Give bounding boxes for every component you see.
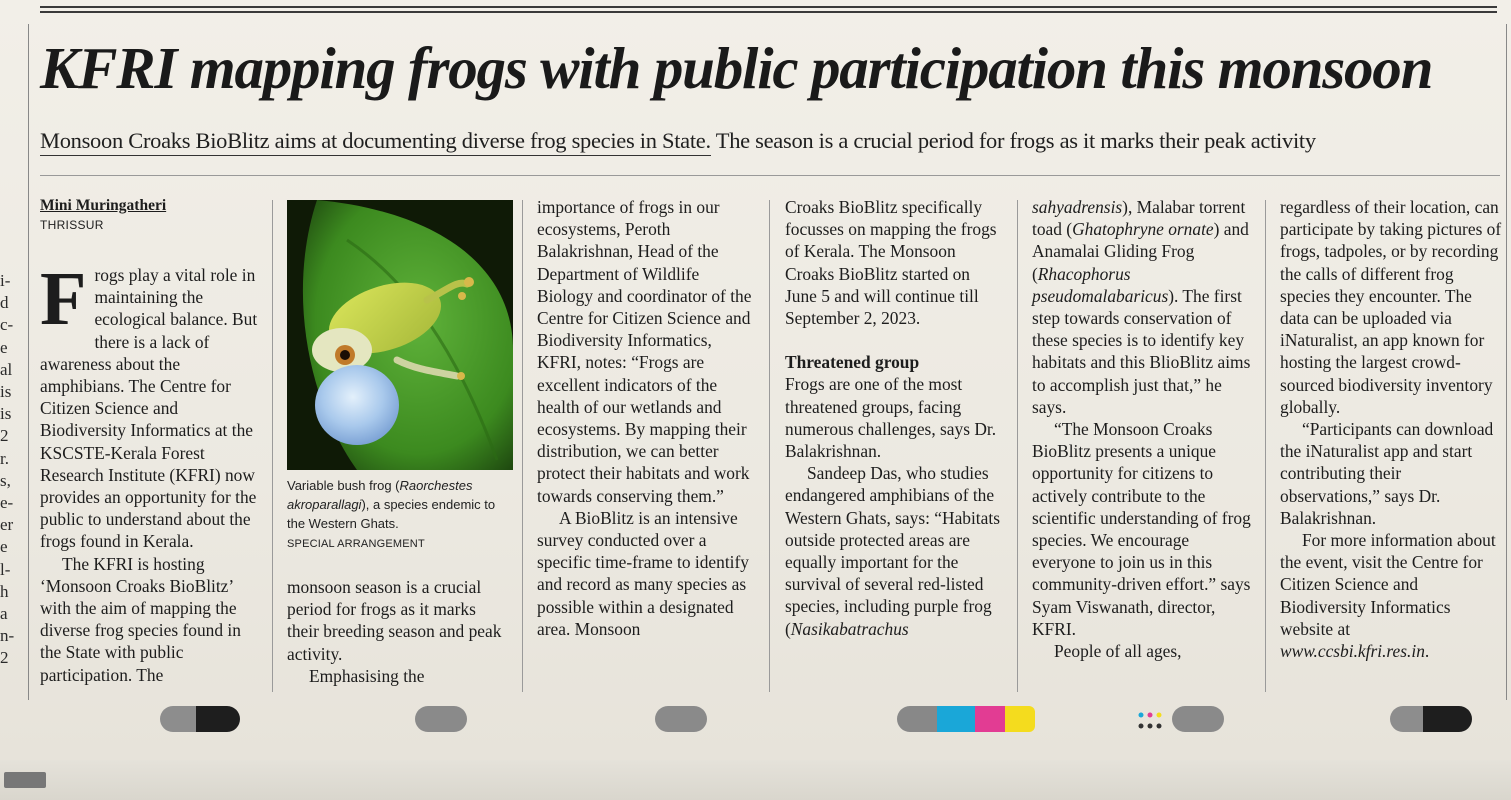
drop-cap: F [40, 257, 87, 341]
article-paragraph: “The Monsoon Croaks BioBlitz presents a unique opportunity for citizens to actively contribute to the scientific understanding of frog species. We encourage everyone to join us in this community-driven effort.” says Syam Viswanath, director, KFRI. [1032, 419, 1251, 639]
magenta-swatch [975, 706, 1005, 732]
deck-rule [40, 175, 1500, 176]
page-bottom-edge [0, 760, 1511, 800]
right-column-rule [1506, 24, 1507, 700]
fragment-line: is [0, 382, 12, 402]
article-paragraph: “Participants can download the iNaturalist app and start contributing their observations,” says Dr. Balakrishnan. [1280, 419, 1494, 528]
column-6 [1280, 196, 1502, 662]
fragment-line: e- [0, 493, 14, 513]
registration-pill [897, 706, 937, 732]
registration-pill [160, 706, 240, 732]
fragment-line: r. [0, 448, 9, 468]
photo-credit: SPECIAL ARRANGEMENT [287, 538, 425, 550]
edge-mark [4, 772, 46, 788]
article-paragraph: People of all ages, [1054, 641, 1182, 662]
caption-text: ), a species endemic to the Western Ghats. [287, 497, 496, 531]
species-name: Ghatophryne ornate [1072, 219, 1214, 240]
column-divider [769, 200, 770, 692]
fragment-line: er [0, 515, 14, 535]
fragment-line: s, [0, 470, 11, 490]
caption-species: Raorchestes akroparallagi [287, 478, 473, 512]
paragraph-text: . [1424, 641, 1430, 662]
article-paragraph: regardless of their location, can participate by taking pictures of frogs, tadpoles, or by recording the calls of different frog species they encounter. The data can be uploaded via iNaturalist, an app known for hosting the largest crowd-sourced biodiversity inventory globally. [1280, 197, 1502, 417]
paragraph-text: Sandeep Das, who studies endangered amphibians of the Western Ghats, says: “Habitats outside protected areas are equally important for the survival of several red-listed species, including purple frog ( [785, 463, 1000, 639]
paragraph-text: ). The first step towards conservation of these species is to identify key habitats and this BlioBlitz aims to accomplish just that,” he says. [1032, 285, 1251, 417]
fragment-line: e [0, 337, 8, 357]
article-paragraph: Croaks BioBlitz specifically focusses on mapping the frogs of Kerala. The Monsoon Croaks BioBlitz started on June 5 and will continue till September 2, 2023. [785, 197, 997, 329]
adjacent-article-fragment [0, 270, 14, 670]
variable-bush-frog-image [287, 200, 513, 470]
left-column-rule [28, 24, 29, 700]
species-name: sahyadrensis [1032, 197, 1123, 217]
registration-pill [1390, 706, 1472, 732]
paragraph-text: rogs play a vital role in maintaining the ecological balance. But there is a lack of awareness about the amphibians. The Centre for Citizen Science and Biodiversity Informatics at the KSCSTE-Kerala Forest Research Institute (KFRI) now provides an opportunity for the public to understand about the frogs found in Kerala. [40, 265, 258, 552]
fragment-line: i- [0, 271, 11, 290]
article-paragraph [1032, 196, 1254, 418]
species-name: Nasikabatrachus [790, 618, 909, 639]
column-divider [1265, 200, 1266, 692]
column-2 [287, 200, 509, 687]
article-paragraph: monsoon season is a crucial period for frogs as it marks their breeding season and peak activity. [287, 577, 502, 664]
fragment-line: d [0, 293, 9, 313]
column-divider [1017, 200, 1018, 692]
paragraph-text: ) and Anamalai Gliding Frog ( [1032, 219, 1249, 284]
column-divider [272, 200, 273, 692]
deck [40, 128, 1500, 154]
subhead: Threatened group [785, 352, 920, 373]
registration-pill [1172, 706, 1224, 732]
fragment-line: a [0, 604, 8, 624]
fragment-line: c- [0, 315, 14, 335]
paragraph-text: ), Malabar torrent toad ( [1032, 197, 1246, 240]
article-paragraph: Frogs are one of the most threatened groups, facing numerous challenges, says Dr. Balakrishnan. [785, 374, 997, 462]
yellow-swatch [1005, 706, 1035, 732]
top-rules [40, 6, 1497, 16]
color-dot-mark [1136, 710, 1168, 732]
article-paragraph [40, 257, 260, 553]
printer-registration-marks [0, 706, 1511, 736]
byline-place: THRISSUR [40, 218, 104, 232]
column-5 [1032, 196, 1254, 662]
article-paragraph [1280, 529, 1502, 662]
photo-caption [287, 476, 509, 554]
paragraph-text: For more information about the event, visit the Centre for Citizen Science and Biodiversity Informatics website at [1280, 530, 1496, 639]
fragment-line: al [0, 359, 13, 379]
species-name: Rhacophorus pseudomalabaricus [1032, 263, 1169, 306]
fragment-line: e [0, 537, 8, 557]
cyan-swatch [937, 706, 975, 732]
article-paragraph: The KFRI is hosting ‘Monsoon Croaks BioBlitz’ with the aim of mapping the diverse frog species found in the State with public participation. The [40, 553, 241, 685]
column-4 [785, 196, 1005, 640]
fragment-line: h [0, 581, 9, 601]
deck-rest: The season is a crucial period for frogs as it marks their peak activity [710, 128, 1316, 153]
deck-lead: Monsoon Croaks BioBlitz aims at documenting diverse frog species in State. [40, 128, 711, 156]
headline: KFRI mapping frogs with public participation this monsoon [40, 35, 1433, 101]
article-paragraph: Emphasising the [309, 665, 425, 686]
article-paragraph [785, 462, 1005, 640]
registration-pill [415, 706, 467, 732]
frog-photo [287, 200, 513, 470]
fragment-line: 2 [0, 426, 9, 446]
column-1 [40, 196, 260, 686]
fragment-line: 2 [0, 648, 9, 668]
registration-pill [655, 706, 707, 732]
fragment-line: n- [0, 626, 14, 646]
fragment-line: l- [0, 559, 11, 579]
website-url: www.ccsbi.kfri.res.in [1280, 641, 1425, 662]
article-paragraph: importance of frogs in our ecosystems, Peroth Balakrishnan, Head of the Department of Wildlife Biology and coordinator of the Centre for Citizen Science and Biodiversity Informatics, KFRI, notes: “Frogs are excellent indicators of the health of our wetlands and ecosystems. By mapping their distribution, we can better protect their habitats and work towards conserving them.” [537, 197, 752, 506]
fragment-line: is [0, 404, 12, 424]
article-paragraph: A BioBlitz is an intensive survey conducted over a specific time-frame to identify and record as many species as possible within a designated area. Monsoon [537, 507, 749, 639]
column-divider [522, 200, 523, 692]
byline-author: Mini Muringatheri [40, 197, 167, 214]
caption-text: Variable bush frog ( [287, 478, 400, 493]
column-3 [537, 196, 757, 640]
